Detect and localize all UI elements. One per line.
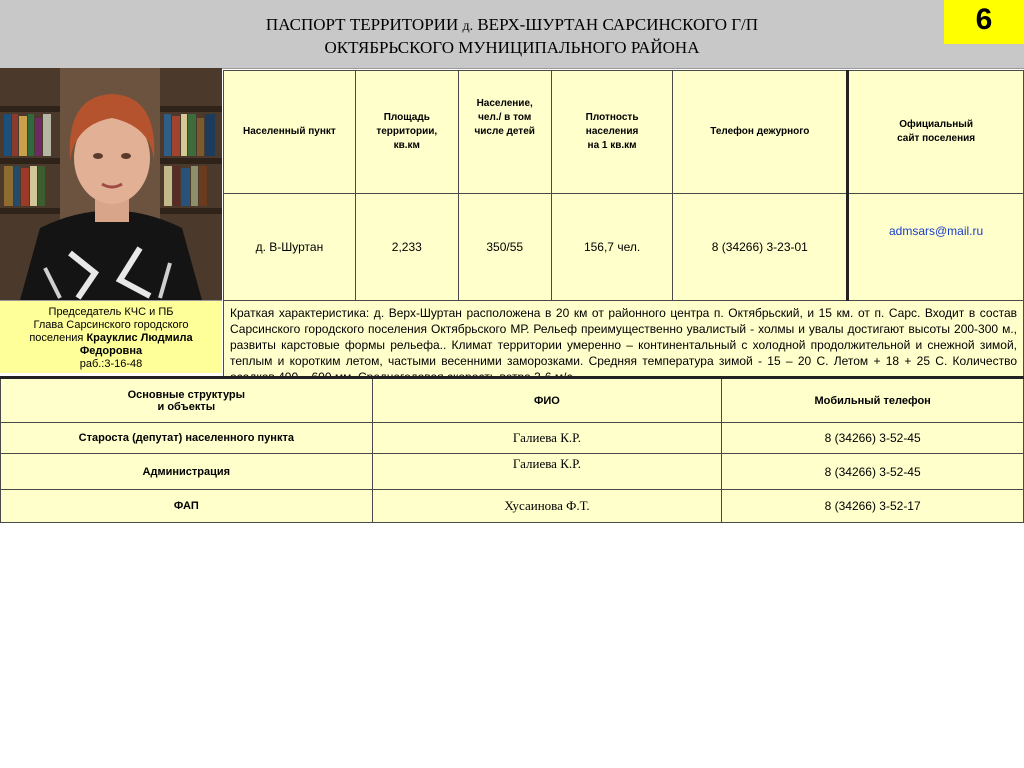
territory-header-row — [224, 71, 1024, 194]
header-objects — [1, 378, 373, 423]
title-part-1: ПАСПОРТ ТЕРРИТОРИИ — [265, 15, 463, 34]
caption-phone: раб.:3-16-48 — [79, 358, 143, 370]
header-pop-l2: чел./ в том — [478, 112, 532, 123]
header-fio: ФИО — [372, 378, 722, 423]
title-part-3: ВЕРХ-ШУРТАН САРСИНСКОГО Г/П — [473, 15, 759, 34]
row-fio: Хусаинова Ф.Т. — [372, 490, 722, 523]
header-density-l2: населения — [585, 126, 639, 137]
official-caption — [0, 300, 222, 373]
header-website-l1: Официальный — [899, 119, 973, 130]
caption-position: Глава Сарсинского городского — [33, 319, 189, 331]
caption-prefix: поселения — [29, 332, 87, 344]
table-row — [1, 423, 1024, 454]
website-email-link[interactable]: admsars@mail.ru — [848, 194, 1024, 301]
caption-role: Председатель КЧС и ПБ — [48, 306, 174, 318]
header-bar — [0, 0, 1024, 69]
row-object: Староста (депутат) населенного пункта — [1, 423, 373, 454]
portrait-image — [0, 68, 222, 300]
official-photo — [0, 68, 222, 300]
row-phone: 8 (34266) 3-52-45 — [722, 454, 1024, 490]
header-density — [551, 71, 673, 194]
table-row — [1, 490, 1024, 523]
title-part-2: д. — [462, 19, 474, 34]
caption-name-last — [0, 345, 222, 358]
territory-description: Краткая характеристика: д. Верх-Шуртан расположена в 20 км от районного центра п. Октябрьский, и 15 км. от п. Сарс. Входит в состав Сарсинского городского поселения Октябрьского МР. Рельеф преимущественно увалистый - холмы и увалы достигают высоты 200-300 м., развиты карстовые формы рельефа.. Климат территории умеренно – континентальный с холодной продолжительной и снежной зимой, теплым и коротким летом, частыми весенними заморозками. Средняя температура зимой - 15 – 20 С. Летом + 18 + 25 С. Количество — [224, 301, 1024, 432]
caption-name-first: Крауклис Людмила — [86, 332, 193, 344]
row-phone: 8 (34266) 3-52-17 — [722, 490, 1024, 523]
header-area — [355, 71, 458, 194]
header-mobile: Мобильный телефон — [722, 378, 1024, 423]
page-number-badge: 6 — [944, 0, 1024, 44]
structures-table — [0, 376, 1024, 523]
header-website — [848, 71, 1024, 194]
structures-header-row — [1, 378, 1024, 423]
caption-position-cont — [0, 332, 222, 345]
value-duty-phone: 8 (34266) 3-23-01 — [673, 194, 848, 301]
header-density-l3: на 1 кв.км — [587, 140, 637, 151]
row-fio: Галиева К.Р. — [372, 454, 722, 490]
title-line-1 — [0, 14, 1024, 37]
row-object: ФАП — [1, 490, 373, 523]
value-area: 2,233 — [355, 194, 458, 301]
header-settlement: Населенный пункт — [224, 71, 356, 194]
page-title — [0, 14, 1024, 58]
header-pop-l1: Население, — [476, 98, 533, 109]
header-area-l3: кв.км — [393, 140, 420, 151]
header-website-l2: сайт поселения — [897, 133, 976, 144]
header-population — [458, 71, 551, 194]
territory-value-row — [224, 194, 1024, 301]
header-density-l1: Плотность — [585, 112, 639, 123]
header-area-l1: Площадь — [383, 112, 430, 123]
value-population: 350/55 — [458, 194, 551, 301]
caption-patronymic: Федоровна — [79, 345, 143, 357]
header-objects-l1: Основные структуры — [127, 388, 246, 401]
header-pop-l3: числе детей — [474, 126, 535, 137]
header-duty-phone: Телефон дежурного — [673, 71, 848, 194]
row-phone: 8 (34266) 3-52-45 — [722, 423, 1024, 454]
value-density: 156,7 чел. — [551, 194, 673, 301]
header-objects-l2: и объекты — [157, 400, 216, 413]
header-area-l2: территории, — [376, 126, 438, 137]
row-fio: Галиева К.Р. — [372, 423, 722, 454]
title-line-2: ОКТЯБРЬСКОГО МУНИЦИПАЛЬНОГО РАЙОНА — [324, 38, 700, 57]
table-row — [1, 454, 1024, 490]
row-object: Администрация — [1, 454, 373, 490]
value-settlement: д. В-Шуртан — [224, 194, 356, 301]
